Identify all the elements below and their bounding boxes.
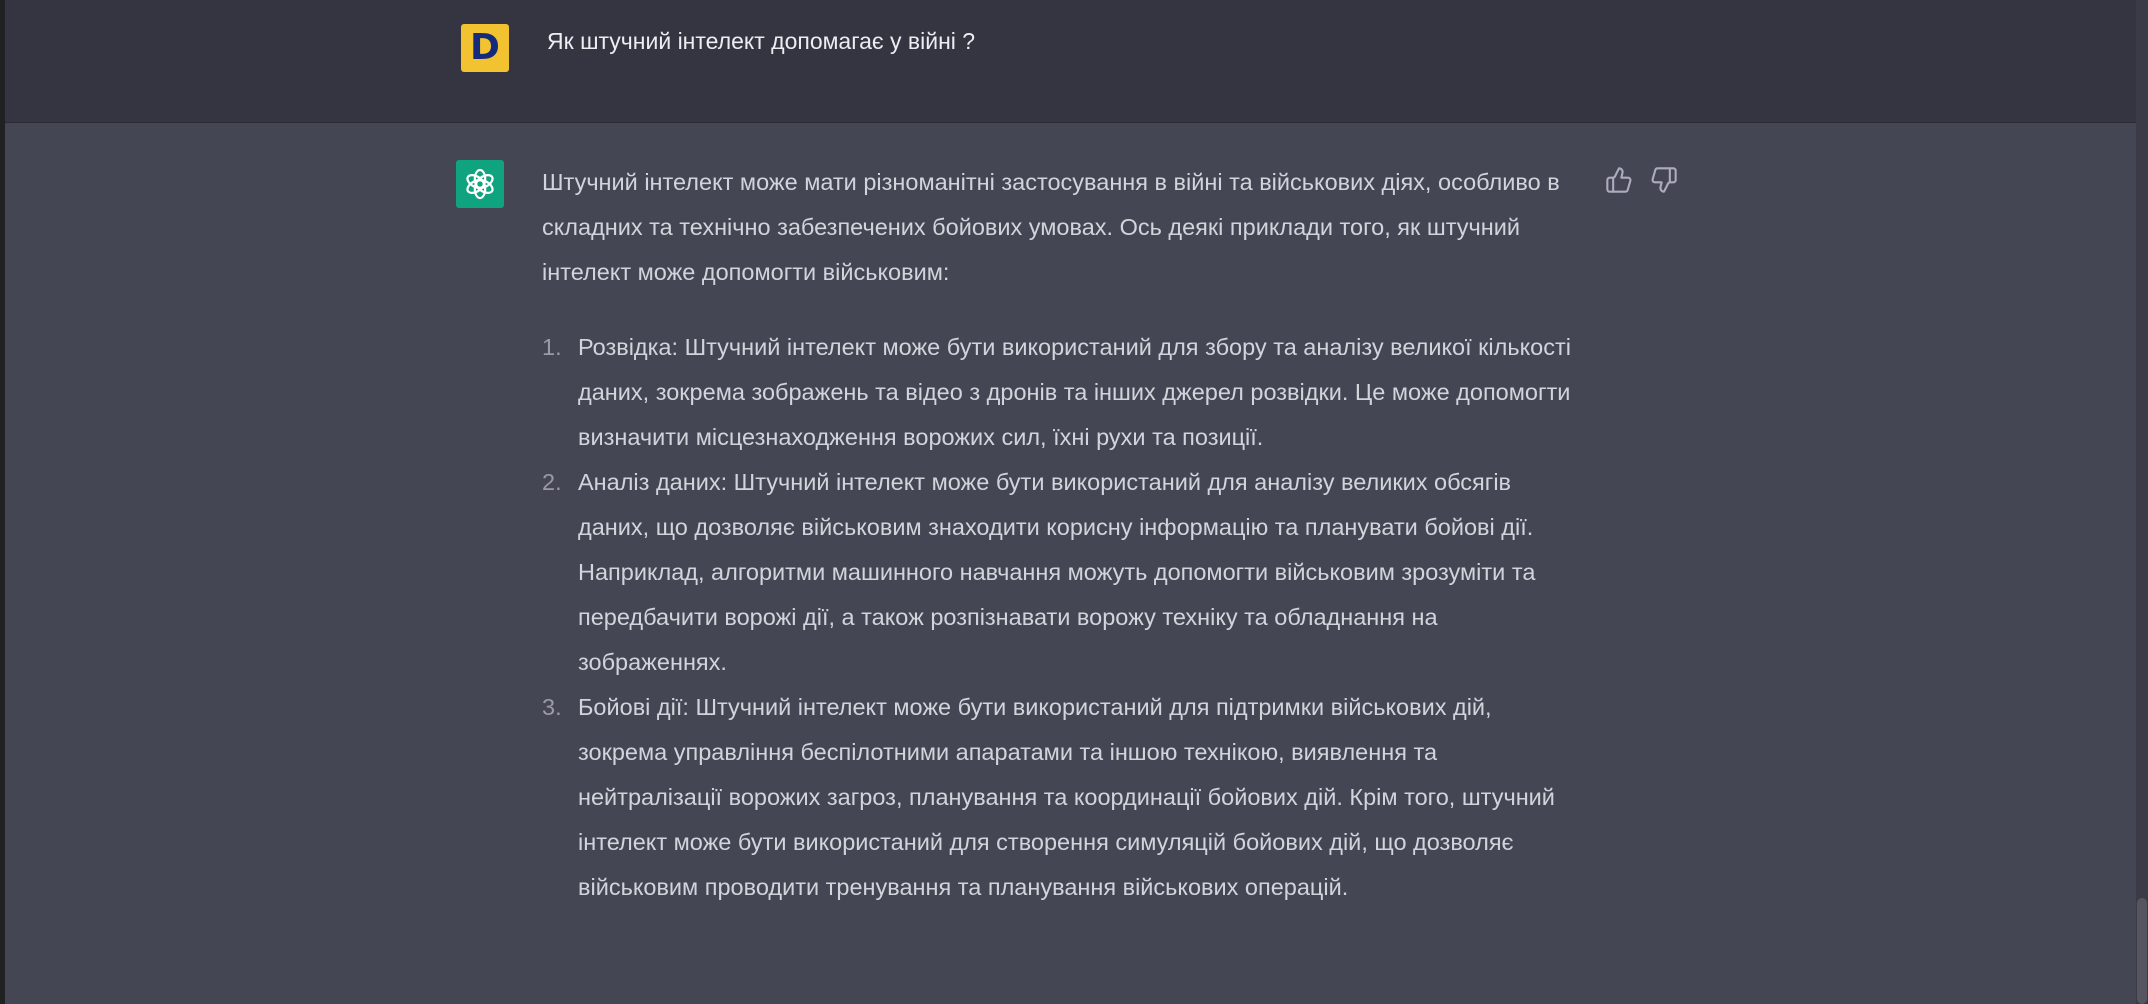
list-item-number: 2. — [542, 469, 562, 495]
thumbs-down-button[interactable] — [1650, 166, 1678, 194]
list-item-text: Розвідка: Штучний інтелект може бути використаний для збору та аналізу великої кількості даних, зокрема зображень та відео з дронів та інших джерел розвідки. Це може допомогти визначити місцезнаходження ворожих сил, їхні рухи та позиції. — [578, 334, 1571, 450]
scrollbar-track[interactable] — [2136, 0, 2148, 1004]
thumbs-down-icon — [1650, 166, 1678, 194]
list-item-number: 3. — [542, 694, 562, 720]
user-avatar-letter: D — [470, 27, 500, 68]
list-item — [542, 685, 1582, 910]
answer-list — [542, 325, 1582, 910]
user-avatar — [461, 24, 509, 72]
answer-intro: Штучний інтелект може мати різноманітні застосування в війні та військових діях, особливо в складних та технічно забезпечених бойових умовах. Ось деякі приклади того, як штучний інтелект може допомогти військовим: — [542, 169, 1560, 285]
thumbs-up-icon — [1605, 166, 1633, 194]
scrollbar-thumb[interactable] — [2137, 898, 2147, 1004]
openai-logo-icon — [464, 168, 496, 200]
assistant-avatar — [456, 160, 504, 208]
list-item-text: Бойові дії: Штучний інтелект може бути використаний для підтримки військових дій, зокрема управління беспілотними апаратами та іншою технікою, виявлення та нейтралізації ворожих загроз, планування та координації бойових дій. Крім того, штучний інтелект може бути використаний для створення симуляцій бойових дій, що дозволяє військовим проводити тренування та планування військових операцій. — [578, 694, 1555, 900]
assistant-message-text — [542, 160, 1582, 910]
list-item-text: Аналіз даних: Штучний інтелект може бути використаний для аналізу великих обсягів даних, що дозволяє військовим знаходити корисну інформацію та планувати бойові дії. Наприклад, алгоритми машинного навчання можуть допомогти військовим зрозуміти та передбачити ворожі дії, а також розпізнавати ворожу техніку та обладнання на зображеннях. — [578, 469, 1536, 675]
user-message-text: Як штучний інтелект допомагає у війні ? — [547, 28, 976, 54]
thumbs-up-button[interactable] — [1605, 166, 1633, 194]
list-item — [542, 460, 1582, 685]
list-item-number: 1. — [542, 334, 562, 360]
user-message-row — [5, 0, 2136, 123]
list-item — [542, 325, 1582, 460]
